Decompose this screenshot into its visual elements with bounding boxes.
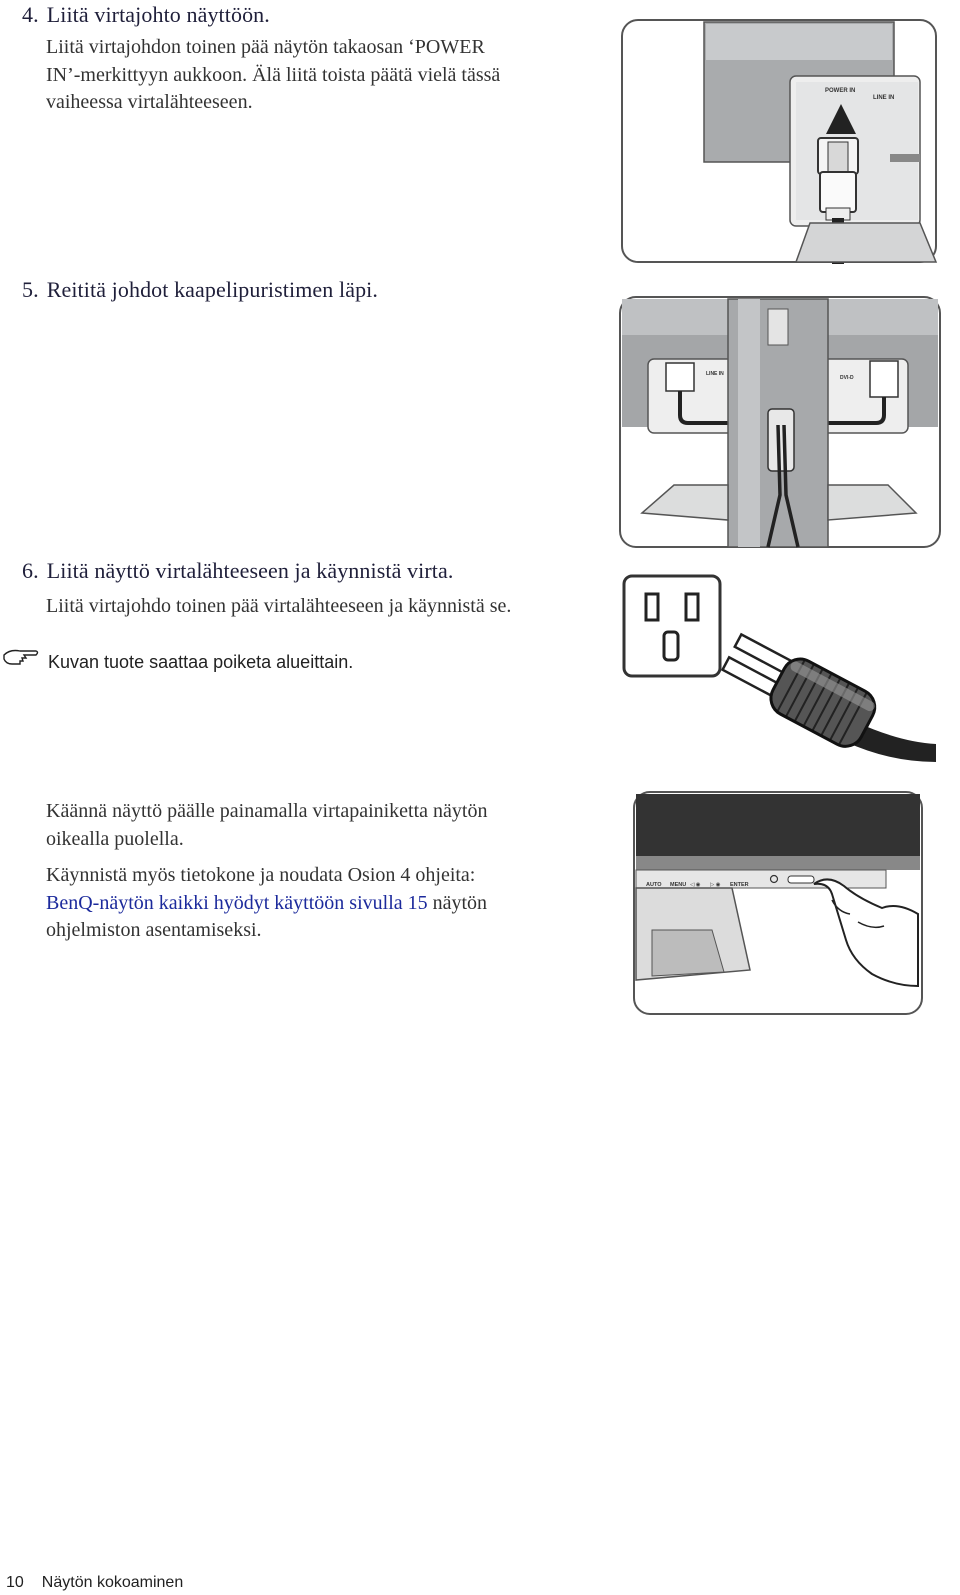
step-number: 4.: [22, 2, 39, 27]
enter-button-label: ENTER: [730, 882, 749, 888]
section-4-link[interactable]: BenQ-näytön kaikki hyödyt käyttöön sivulla 15: [46, 891, 428, 914]
text-line: vaiheessa virtalähteeseen.: [46, 91, 253, 113]
text-line: Käynnistä myös tietokone ja noudata Osion 4 ohjeita:: [46, 864, 476, 886]
step-5-heading: [22, 277, 378, 303]
power-outlet-illustration: [620, 572, 942, 768]
step-number: 5.: [22, 277, 39, 302]
section-title: Näytön kokoaminen: [41, 1574, 184, 1591]
power-button-illustration: [632, 790, 924, 1016]
step-number: 6.: [22, 558, 39, 583]
step-4-text: [46, 34, 586, 117]
power-in-illustration: [620, 18, 940, 266]
left-button-label: ◁ ◉: [690, 882, 701, 888]
line-in-label: LINE IN: [873, 95, 895, 101]
power-on-text: [46, 798, 606, 853]
region-note: Kuvan tuote saattaa poiketa alueittain.: [48, 652, 354, 672]
auto-button-label: AUTO: [646, 882, 662, 888]
step-title: Liitä virtajohto näyttöön.: [46, 2, 270, 27]
cable-clip-illustration: [618, 295, 942, 549]
text-line: ohjelmiston asentamiseksi.: [46, 919, 262, 941]
step-title: Liitä näyttö virtalähteeseen ja käynnistä virta.: [46, 558, 454, 583]
step-4-heading: [22, 2, 270, 28]
text-line: oikealla puolella.: [46, 827, 184, 850]
text-line: Liitä virtajohdo toinen pää virtalähteeseen ja käynnistä se.: [46, 595, 512, 617]
step-6-heading: [22, 558, 453, 584]
dvi-label: DVI-D: [840, 375, 854, 381]
page-footer: [6, 1574, 201, 1592]
right-button-label: ▷ ◉: [710, 882, 721, 888]
step-title: Reititä johdot kaapelipuristimen läpi.: [46, 277, 378, 302]
computer-start-text: [46, 862, 606, 945]
text-line: IN’-merkittyyn aukkoon. Älä liitä toista päätä vielä tässä: [46, 63, 501, 86]
line-in-label: LINE IN: [706, 371, 724, 377]
page-number: 10: [6, 1574, 24, 1591]
power-in-label: POWER IN: [825, 88, 856, 94]
menu-button-label: MENU: [670, 882, 687, 888]
text-fragment: näytön: [427, 891, 488, 914]
text-line: Liitä virtajohdon toinen pää näytön takaosan ‘POWER: [46, 36, 485, 58]
step-6-text: [46, 593, 606, 621]
text-line: Käännä näyttö päälle painamalla virtapainiketta näytön: [46, 800, 488, 822]
pointing-hand-icon: [2, 647, 40, 669]
